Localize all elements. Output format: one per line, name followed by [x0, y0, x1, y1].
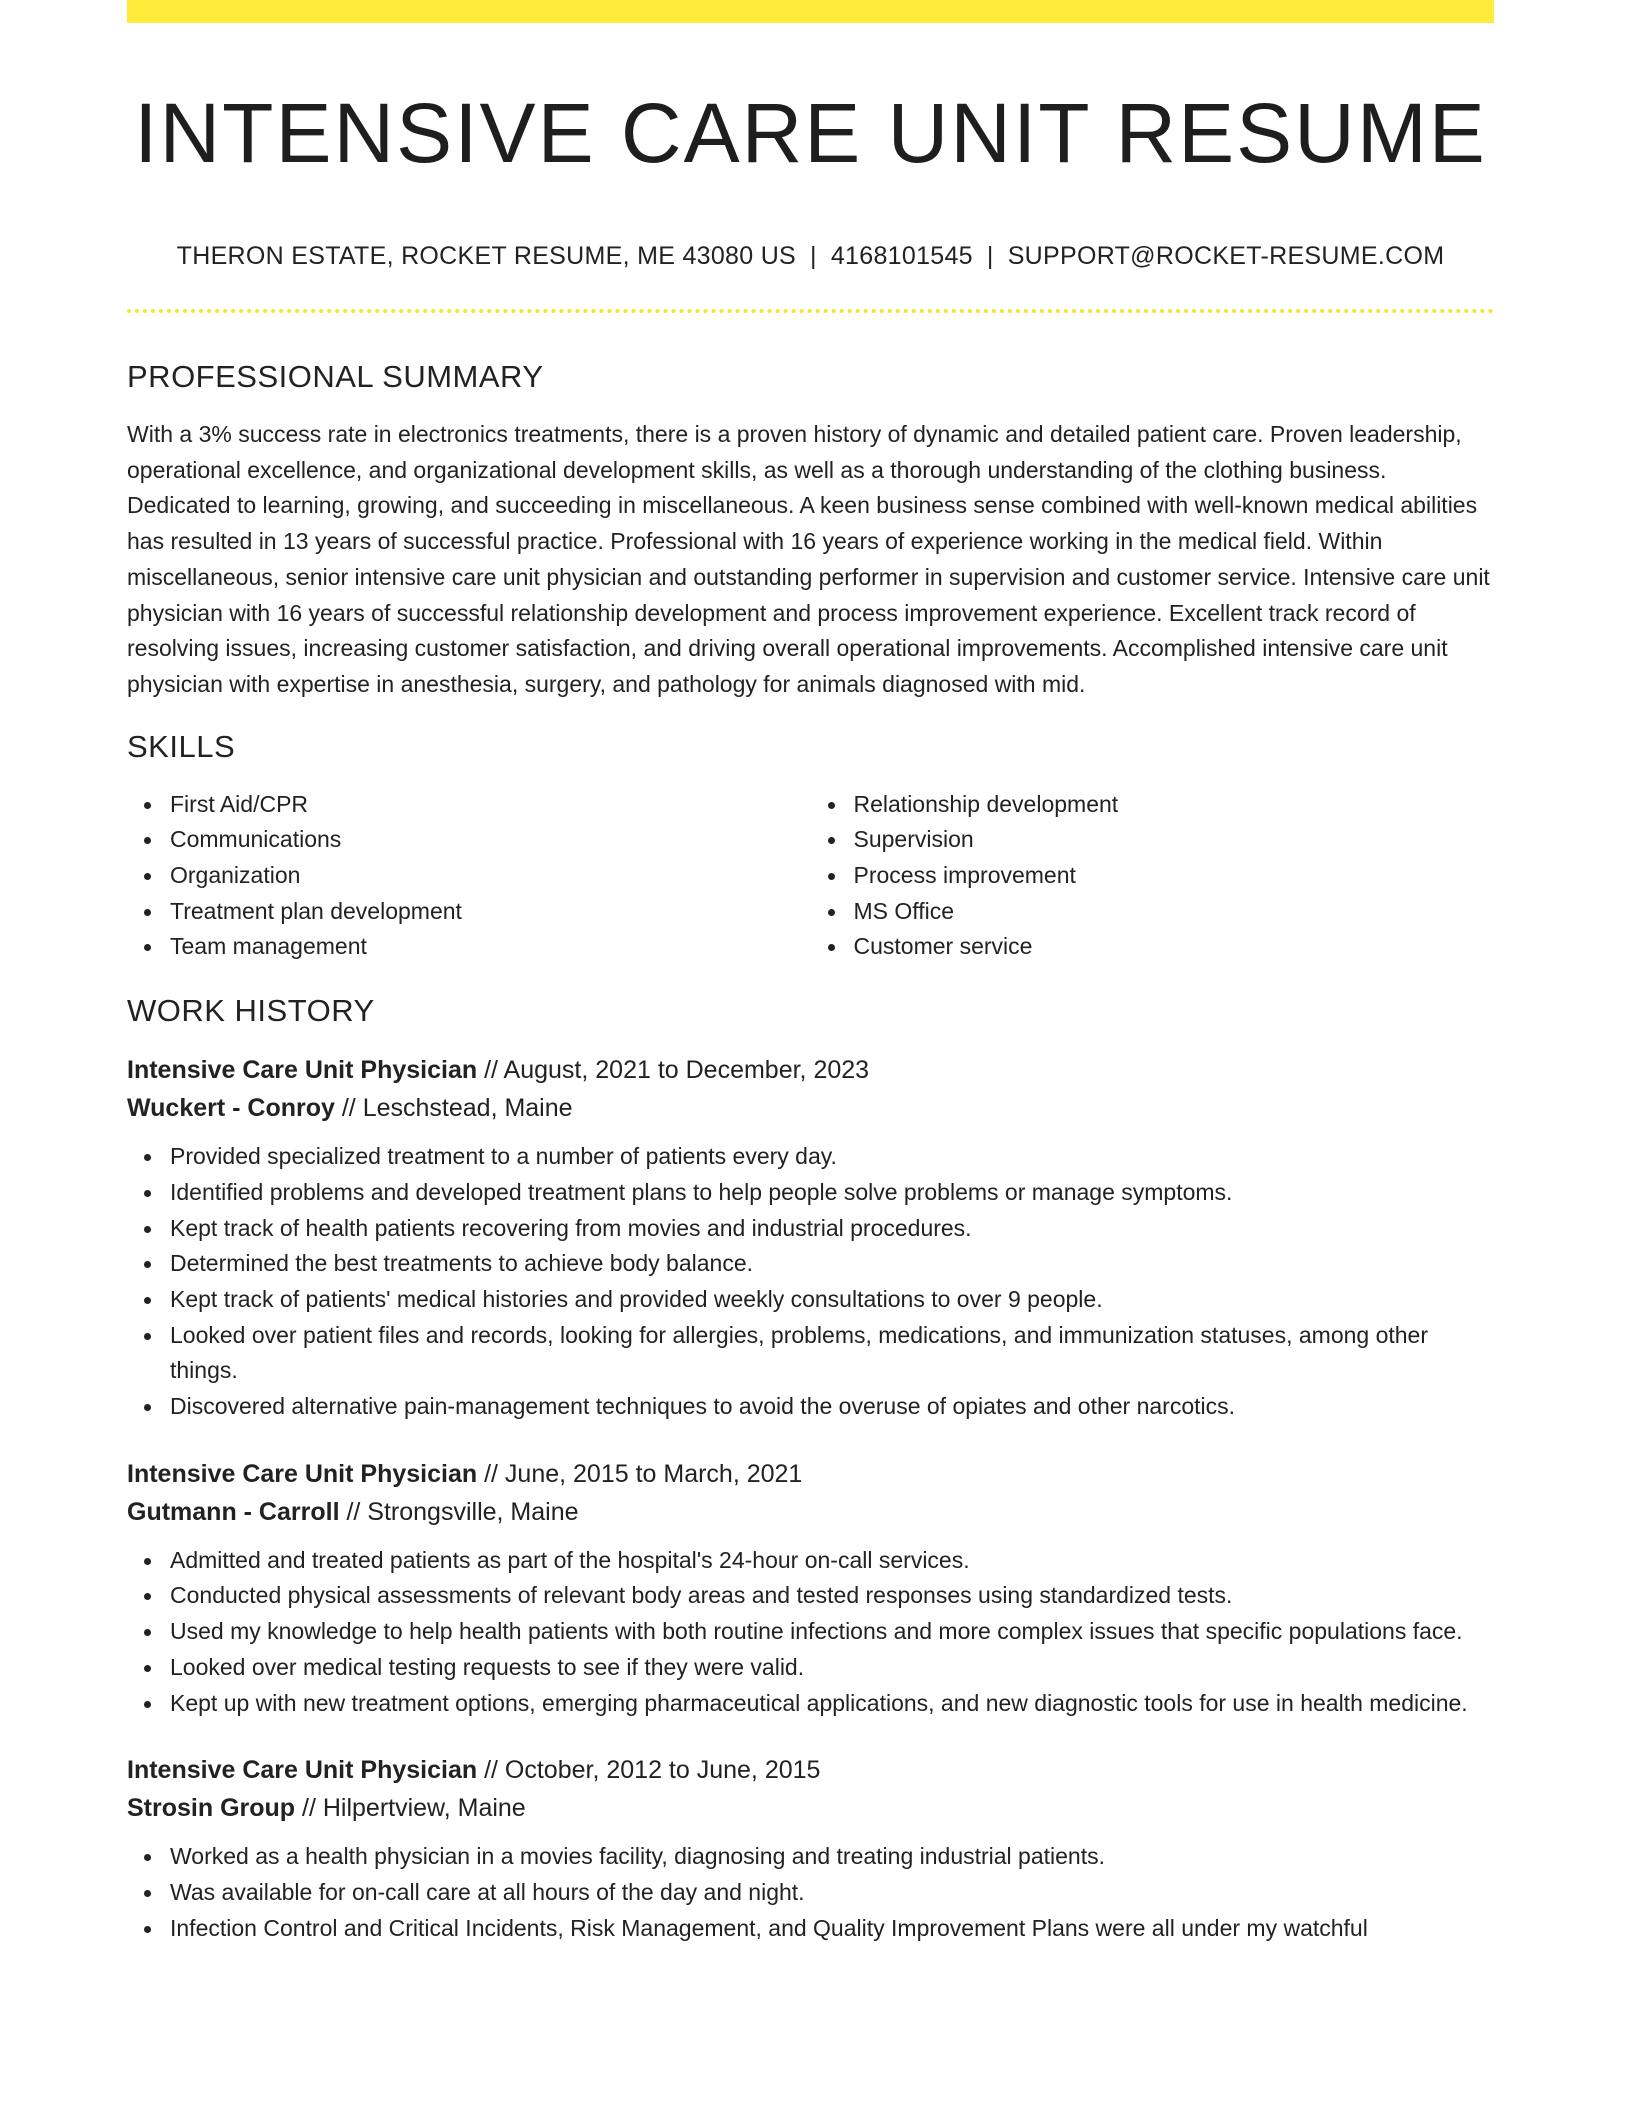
job-bullet: Kept track of health patients recovering from movies and industrial procedures.: [170, 1211, 1494, 1247]
job-bullet: Identified problems and developed treatment plans to help people solve problems or manage symptoms.: [170, 1175, 1494, 1211]
skill-item: MS Office: [854, 894, 1495, 930]
job-company-line: [127, 1493, 1494, 1531]
job-dates: // August, 2021 to December, 2023: [484, 1056, 870, 1085]
job-bullet: Infection Control and Critical Incidents, Risk Management, and Quality Improvement Plans were all under my watchful: [170, 1911, 1494, 1947]
skills-heading: SKILLS: [127, 728, 236, 764]
contact-line: [127, 239, 1494, 273]
skill-item: Supervision: [854, 822, 1495, 858]
skill-item: Customer service: [854, 929, 1495, 965]
job-dates: // October, 2012 to June, 2015: [484, 1756, 821, 1785]
accent-bar: [127, 0, 1494, 23]
job-entry: [127, 1455, 1494, 1722]
job-bullet: Worked as a health physician in a movies facility, diagnosing and treating industrial patients.: [170, 1839, 1494, 1875]
job-title-line: [127, 1051, 1494, 1089]
job-bullet: Kept up with new treatment options, emerging pharmaceutical applications, and new diagnostic tools for use in health medicine.: [170, 1686, 1494, 1722]
skill-item: Process improvement: [854, 858, 1495, 894]
job-bullet: Looked over patient files and records, looking for allergies, problems, medications, and immunization statuses, among other things.: [170, 1318, 1494, 1389]
job-title: Intensive Care Unit Physician: [127, 1459, 478, 1488]
skill-item: Communications: [170, 822, 811, 858]
contact-separator: |: [810, 242, 817, 270]
job-bullet: Provided specialized treatment to a number of patients every day.: [170, 1139, 1494, 1175]
job-title-line: [127, 1455, 1494, 1493]
job-location: // Hilpertview, Maine: [302, 1794, 526, 1823]
job-location: // Leschstead, Maine: [341, 1094, 573, 1123]
job-bullets: [127, 1139, 1494, 1425]
job-entry: [127, 1751, 1494, 1946]
skill-item: Organization: [170, 858, 811, 894]
job-title: Intensive Care Unit Physician: [127, 1056, 478, 1085]
job-bullet: Looked over medical testing requests to see if they were valid.: [170, 1650, 1494, 1686]
job-company: Gutmann - Carroll: [127, 1497, 340, 1526]
job-bullet: Conducted physical assessments of relevant body areas and tested responses using standardized tests.: [170, 1578, 1494, 1614]
job-title-line: [127, 1751, 1494, 1789]
summary-heading: PROFESSIONAL SUMMARY: [127, 359, 544, 394]
job-bullet: Used my knowledge to help health patients with both routine infections and more complex issues that specific populations face.: [170, 1614, 1494, 1650]
job-bullet: Determined the best treatments to achieve body balance.: [170, 1246, 1494, 1282]
job-bullet: Was available for on-call care at all hours of the day and night.: [170, 1875, 1494, 1911]
job-bullets: [127, 1839, 1494, 1946]
job-title: Intensive Care Unit Physician: [127, 1756, 478, 1785]
resume-page: [127, 23, 1494, 1946]
job-company-line: [127, 1789, 1494, 1827]
skill-item: Relationship development: [854, 787, 1495, 823]
contact-phone: 4168101545: [830, 242, 973, 270]
summary-section: [127, 357, 1494, 703]
job-bullet: Kept track of patients' medical histories and provided weekly consultations to over 9 people.: [170, 1282, 1494, 1318]
skills-section: [127, 727, 1494, 966]
job-entry: [127, 1051, 1494, 1425]
job-company: Wuckert - Conroy: [127, 1094, 335, 1123]
skill-item: Treatment plan development: [170, 894, 811, 930]
skills-right-column: [811, 787, 1495, 966]
skill-item: First Aid/CPR: [170, 787, 811, 823]
job-company-line: [127, 1089, 1494, 1127]
summary-text: With a 3% success rate in electronics treatments, there is a proven history of dynamic and detailed patient care. Proven leadership, operational excellence, and organizational development skills, as well as a thorough understanding of the clothing business. Dedicated to learning, growing, and succeeding in miscellaneous. A keen business sense combined with well-known medical abilities has resulted in 13 years of successful practice. Professional with 16 years of experience working in the medical field. Within miscellaneous, senior intensive care unit physician and outstanding performer in supervision and customer service. Intensive care unit physician with 16 years of successful relationship development and process improvement experience. Excellent track record of resolving issues, increasing customer satisfaction, and driving overall operational improvements. Accomplished intensive care unit physician with expertise in anesthesia, surgery, and pathology for animals diagnosed with mid.: [127, 421, 1490, 697]
work-history-section: [127, 991, 1494, 1946]
work-history-heading: WORK HISTORY: [127, 993, 375, 1029]
contact-separator: |: [986, 242, 994, 270]
skill-item: Team management: [170, 929, 811, 965]
contact-address: THERON ESTATE, ROCKET RESUME, ME 43080 US: [176, 242, 797, 270]
contact-email: SUPPORT@ROCKET-RESUME.COM: [1007, 242, 1445, 270]
skills-left-column: [127, 787, 811, 966]
job-company: Strosin Group: [127, 1794, 296, 1823]
job-dates: // June, 2015 to March, 2021: [484, 1459, 803, 1488]
resume-title: INTENSIVE CARE UNIT RESUME: [134, 86, 1487, 180]
job-location: // Strongsville, Maine: [346, 1497, 579, 1526]
job-bullets: [127, 1543, 1494, 1722]
skills-columns: [127, 787, 1494, 966]
dotted-divider: [127, 309, 1494, 313]
job-bullet: Discovered alternative pain-management techniques to avoid the overuse of opiates and other narcotics.: [170, 1389, 1494, 1425]
job-bullet: Admitted and treated patients as part of the hospital's 24-hour on-call services.: [170, 1543, 1494, 1579]
